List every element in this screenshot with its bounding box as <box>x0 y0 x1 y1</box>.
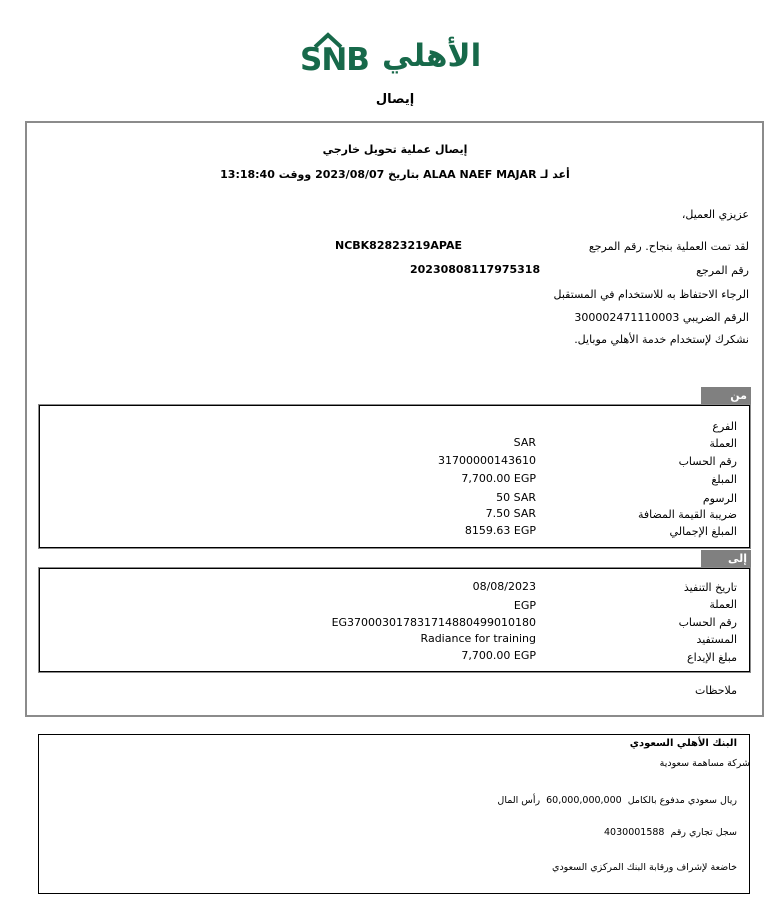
from-amount-value: 7,700.00 EGP <box>461 472 536 485</box>
greeting: عزيزي العميل، <box>681 208 749 221</box>
to-currency-value: EGP <box>513 599 536 612</box>
ref-value: 20230808117975318 <box>410 263 541 276</box>
to-deposit-value: 7,700.00 EGP <box>461 649 536 662</box>
to-date-label: تاريخ التنفيذ <box>683 581 737 594</box>
to-beneficiary-value: Radiance for training <box>420 632 536 645</box>
to-beneficiary-label: المستفيد <box>696 633 737 646</box>
prepared-for-line: أعد لـ ALAA NAEF MAJAR بتاريخ 2023/08/07 ووقت 13:18:40 <box>220 168 570 181</box>
tax-value: 300002471110003 <box>574 311 680 324</box>
cr-line <box>604 827 737 838</box>
ref-label: رقم المرجع <box>696 264 749 277</box>
from-currency-value: SAR <box>513 436 536 449</box>
from-vat-label: ضريبة القيمة المضافة <box>637 508 737 521</box>
notes-label: ملاحظات <box>695 684 737 697</box>
from-tab: من <box>701 387 751 405</box>
to-account-label: رقم الحساب <box>678 616 737 629</box>
capital-label: رأس المال <box>497 795 541 806</box>
page-title: إيصال <box>375 92 415 107</box>
bank-name: البنك الأهلي السعودي <box>629 738 737 749</box>
thanks-message: نشكرك لإستخدام خدمة الأهلي موبايل. <box>574 333 749 346</box>
logo-latin-text: SNB <box>300 42 369 78</box>
from-vat-value: 7.50 SAR <box>485 507 536 520</box>
receipt-heading: إيصال عملية تحويل خارجي <box>322 143 468 156</box>
cr-label: سجل تجاري رقم <box>670 827 737 838</box>
from-fees-label: الرسوم <box>702 492 737 505</box>
from-fees-value: 50 SAR <box>496 491 536 504</box>
from-account-label: رقم الحساب <box>678 455 737 468</box>
from-box <box>39 405 750 548</box>
to-date-value: 08/08/2023 <box>472 580 536 593</box>
from-branch-label: الفرع <box>712 420 737 433</box>
from-currency-label: العملة <box>709 437 737 450</box>
capital-value: 60,000,000,000 <box>546 795 622 806</box>
success-label: لقد تمت العملية بنجاح. رقم المرجع <box>588 240 749 253</box>
company-type: شركة مساهمة سعودية <box>659 758 750 769</box>
cr-value: 4030001588 <box>604 827 665 838</box>
snb-logo <box>300 32 480 82</box>
keep-note: الرجاء الاحتفاظ به للاستخدام في المستقبل <box>553 288 749 301</box>
to-deposit-label: مبلغ الإيداع <box>687 651 737 664</box>
from-total-label: المبلغ الإجمالي <box>669 525 737 538</box>
success-ref: NCBK82823219APAE <box>335 239 463 252</box>
tax-line <box>574 311 749 324</box>
tax-label: الرقم الضريبي <box>682 311 749 324</box>
to-account-value: EG370003017831714880499010180 <box>331 616 536 629</box>
from-account-value: 31700000143610 <box>438 454 536 467</box>
from-amount-label: المبلغ <box>711 473 737 486</box>
logo-arabic-text: الأهلي <box>382 38 482 74</box>
to-currency-label: العملة <box>709 598 737 611</box>
capital-suffix: ريال سعودي مدفوع بالكامل <box>627 795 737 806</box>
to-tab: إلى <box>701 550 751 568</box>
from-total-value: 8159.63 EGP <box>464 524 536 537</box>
capital-line <box>497 795 737 806</box>
supervision-note: خاضعة لإشراف ورقابة البنك المركزي السعودي <box>552 862 737 873</box>
